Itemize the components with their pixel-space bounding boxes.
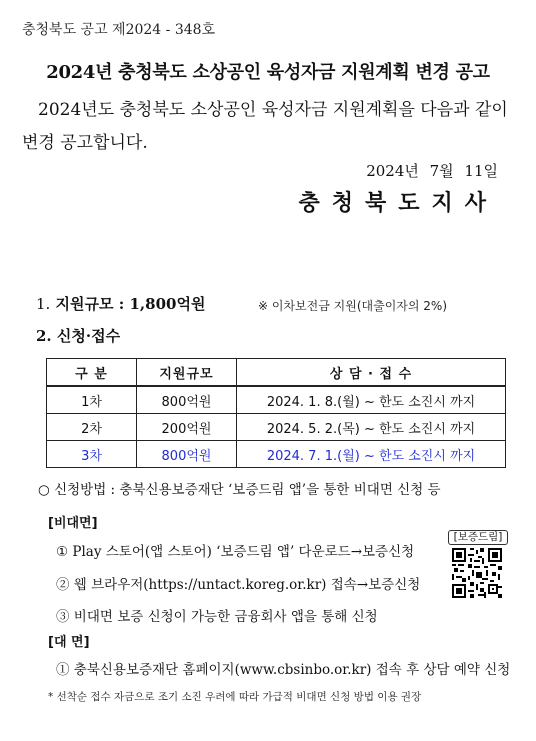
schedule-table — [46, 358, 506, 468]
section-2-label: 신청·접수 — [56, 327, 121, 345]
table-row — [47, 414, 506, 441]
offline-tag: [대 면] — [48, 635, 90, 650]
table-row — [47, 386, 506, 414]
cell-amount: 800억원 — [137, 441, 237, 468]
online-step-2: ② 웹 브라우저(https://untact.koreg.or.kr) 접속→보증신청 — [56, 577, 421, 593]
cell-period: 2024. 1. 8.(월) ~ 한도 소진시 까지 — [237, 386, 506, 414]
qr-code-block — [446, 530, 508, 600]
section-1-number: 1. — [36, 295, 51, 313]
qr-code-icon[interactable] — [452, 548, 502, 598]
header-period: 상 담 · 접 수 — [237, 359, 506, 387]
notice-date: 2024년 7월 11일 — [366, 162, 498, 180]
cell-period: 2024. 5. 2.(목) ~ 한도 소진시 까지 — [237, 414, 506, 441]
section-2-heading — [36, 325, 120, 346]
footnote: * 선착순 접수 자금으로 조기 소진 우려에 따라 가급적 비대면 신청 방법 이용 권장 — [48, 691, 422, 703]
notice-number: 충청북도 공고 제2024 - 348호 — [22, 22, 216, 38]
section-2-number: 2. — [36, 327, 52, 345]
online-step-1: ① Play 스토어(앱 스토어) ‘보증드림 앱’ 다운로드→보증신청 — [56, 544, 415, 560]
cell-period: 2024. 7. 1.(월) ~ 한도 소진시 까지 — [237, 441, 506, 468]
table-row-highlighted — [47, 441, 506, 468]
qr-label: [보증드림] — [448, 530, 508, 545]
section-1-heading — [36, 293, 205, 314]
subsidy-note: ※ 이차보전금 지원(대출이자의 2%) — [258, 299, 448, 313]
cell-round: 3차 — [47, 441, 137, 468]
cell-round: 2차 — [47, 414, 137, 441]
application-method: ○ 신청방법 : 충북신용보증재단 ‘보증드림 앱’을 통한 비대면 신청 등 — [38, 482, 441, 498]
intro-line-2: 변경 공고합니다. — [22, 133, 148, 153]
online-step-3: ③ 비대면 보증 신청이 가능한 금융회사 앱을 통해 신청 — [56, 609, 378, 625]
intro-line-1: 2024년도 충청북도 소상공인 육성자금 지원계획을 다음과 같이 — [38, 100, 508, 120]
table-header-row — [47, 359, 506, 387]
issuer-name: 충청북도지사 — [298, 190, 498, 216]
offline-step-1: ① 충북신용보증재단 홈페이지(www.cbsinbo.or.kr) 접속 후 상담 예약 신청 — [56, 662, 511, 678]
section-1-label: 지원규모 : 1,800억원 — [55, 295, 206, 313]
page-title: 2024년 충청북도 소상공인 육성자금 지원계획 변경 공고 — [46, 62, 490, 83]
cell-amount: 800억원 — [137, 386, 237, 414]
header-amount: 지원규모 — [137, 359, 237, 387]
cell-amount: 200억원 — [137, 414, 237, 441]
online-tag: [비대면] — [48, 516, 98, 531]
header-round: 구 분 — [47, 359, 137, 387]
cell-round: 1차 — [47, 386, 137, 414]
